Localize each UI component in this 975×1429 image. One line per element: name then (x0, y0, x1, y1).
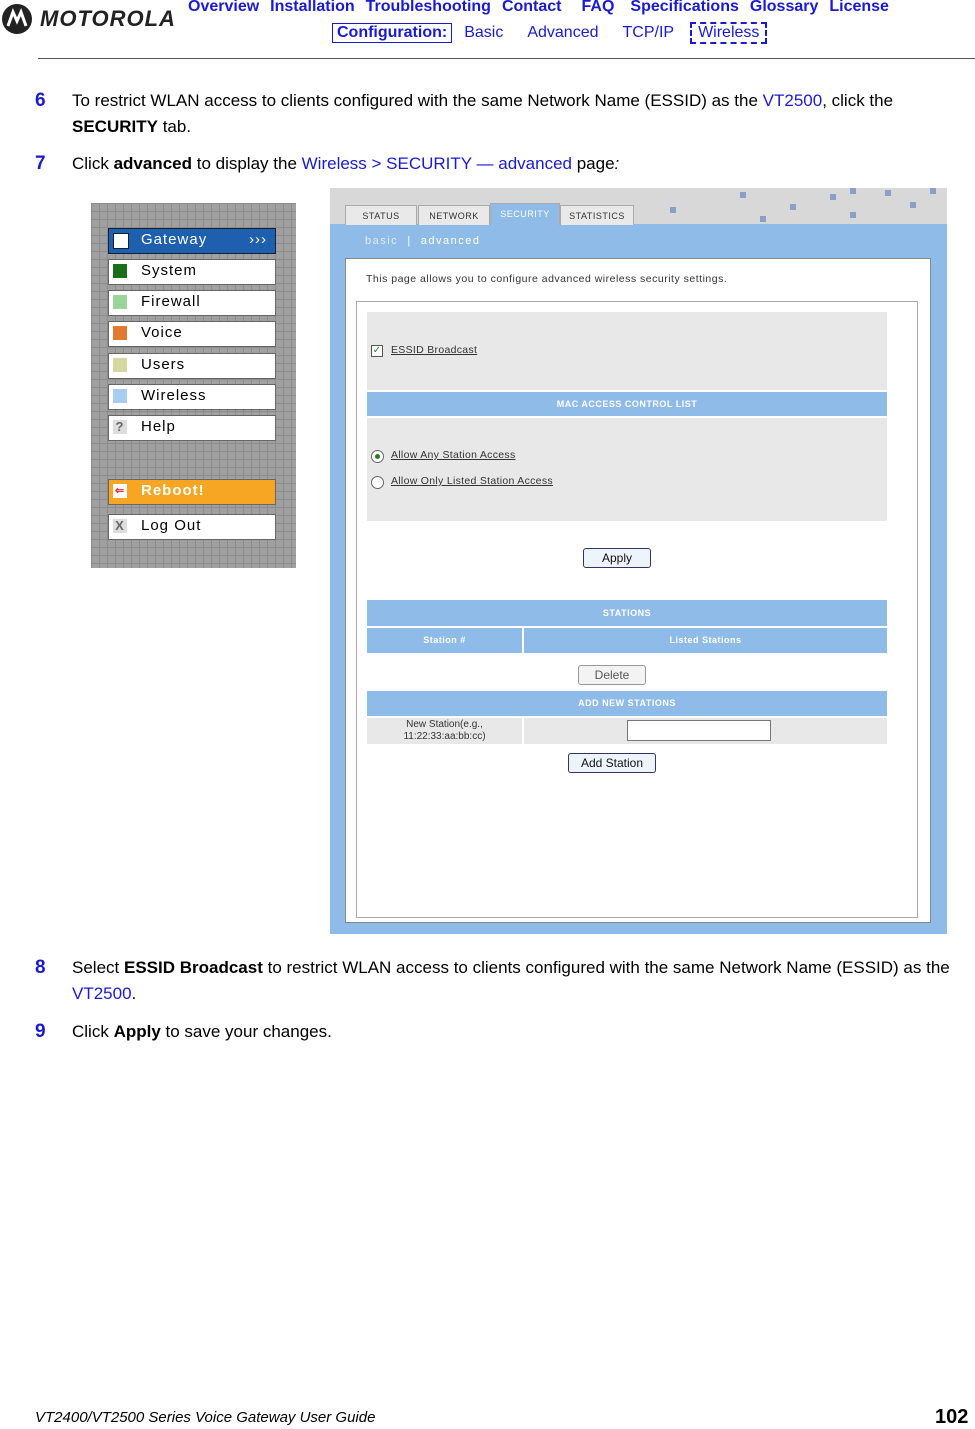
footer-guide-title: VT2400/VT2500 Series Voice Gateway User Guide (35, 1409, 376, 1426)
logout-x-icon: X (113, 519, 127, 533)
settings-box (356, 301, 918, 918)
tab-network[interactable]: NETWORK (418, 205, 490, 225)
essid-broadcast-checkbox[interactable]: ✓ (372, 345, 382, 356)
essid-broadcast-label[interactable]: ESSID Broadcast (391, 344, 478, 356)
step-8-number: 8 (35, 957, 46, 978)
allow-only-label[interactable]: Allow Only Listed Station Access (391, 475, 553, 487)
listed-stations-column: Listed Stations (524, 628, 887, 653)
tab-statistics[interactable]: STATISTICS (560, 205, 634, 225)
nav-tcpip[interactable]: TCP/IP (622, 24, 675, 41)
subtab-bar: basic | advanced (365, 235, 481, 247)
mac-acl-section (367, 418, 887, 521)
subtab-basic[interactable]: basic (365, 235, 399, 247)
leftnav-help[interactable]: ? Help (108, 415, 276, 441)
content-panel (345, 258, 931, 923)
nav-overview[interactable]: Overview (188, 0, 260, 15)
allow-only-radio[interactable] (371, 476, 384, 489)
nav-advanced[interactable]: Advanced (527, 24, 599, 41)
leftnav-reboot[interactable]: ⇐ Reboot! (108, 479, 276, 505)
nav-specifications[interactable]: Specifications (630, 0, 739, 15)
add-station-button[interactable]: Add Station (568, 753, 656, 773)
chevrons-right-icon: ››› (249, 231, 267, 248)
add-stations-header: ADD NEW STATIONS (367, 691, 887, 716)
wireless-security-advanced-link[interactable]: Wireless > SECURITY — advanced (301, 154, 572, 173)
station-number-column: Station # (367, 628, 522, 653)
delete-button[interactable]: Delete (578, 665, 646, 685)
nav-license[interactable]: License (829, 0, 889, 15)
top-nav (188, 0, 900, 16)
leftnav-firewall[interactable]: Firewall (108, 290, 276, 316)
step-6-text: To restrict WLAN access to clients configured with the same Network Name (ESSID) as the VT2500, click the SECURITY tab. (72, 91, 894, 136)
nav-configuration[interactable]: Configuration: (332, 23, 452, 43)
wireless-square-icon (113, 389, 127, 403)
step-7-text: Click advanced to display the Wireless > SECURITY — advanced page: (72, 154, 620, 173)
step-6-number: 6 (35, 90, 46, 111)
vt2500-link[interactable]: VT2500 (762, 91, 823, 110)
new-station-input-cell (524, 718, 887, 744)
leftnav-voice[interactable]: Voice (108, 321, 276, 347)
step-8-text: Select ESSID Broadcast to restrict WLAN access to clients configured with the same Network Name (ESSID) as the VT2500. (72, 958, 950, 1003)
step-9-text: Click Apply to save your changes. (72, 1022, 332, 1041)
subtab-advanced[interactable]: advanced (420, 235, 481, 247)
nav-installation[interactable]: Installation (270, 0, 355, 15)
gateway-left-nav-screenshot (91, 203, 296, 568)
page-number: 102 (935, 1406, 969, 1428)
help-question-icon: ? (113, 420, 127, 434)
leftnav-users[interactable]: Users (108, 353, 276, 379)
firewall-square-icon (113, 295, 127, 309)
leftnav-wireless[interactable]: Wireless (108, 384, 276, 410)
stations-header: STATIONS (367, 600, 887, 626)
gateway-square-icon (113, 233, 129, 249)
motorola-batwing-icon (2, 4, 32, 34)
nav-faq[interactable]: FAQ (581, 0, 615, 15)
leftnav-logout[interactable]: X Log Out (108, 514, 276, 540)
header-rule (38, 58, 975, 59)
voice-square-icon (113, 326, 127, 340)
nav-glossary[interactable]: Glossary (749, 0, 819, 15)
nav-troubleshooting[interactable]: Troubleshooting (365, 0, 491, 15)
new-station-input[interactable] (627, 720, 771, 741)
security-advanced-screenshot (330, 188, 947, 934)
vt2500-link-2[interactable]: VT2500 (72, 984, 132, 1003)
allow-any-radio[interactable] (371, 450, 384, 463)
motorola-logo (0, 0, 180, 44)
new-station-label: New Station(e.g., 11:22:33:aa:bb:cc) (367, 718, 522, 744)
nav-basic[interactable]: Basic (464, 24, 504, 41)
reboot-arrow-icon: ⇐ (114, 485, 126, 497)
brand-name: MOTOROLA (40, 6, 176, 31)
nav-contact[interactable]: Contact (501, 0, 562, 15)
step-7-number: 7 (35, 153, 46, 174)
leftnav-gateway[interactable]: Gateway ››› (108, 228, 276, 254)
nav-wireless[interactable]: Wireless (690, 22, 767, 44)
allow-any-label[interactable]: Allow Any Station Access (391, 449, 516, 461)
leftnav-system[interactable]: System (108, 259, 276, 285)
essid-section (367, 312, 887, 390)
step-9-number: 9 (35, 1021, 46, 1042)
tab-bar (330, 188, 947, 224)
tab-status[interactable]: STATUS (345, 205, 417, 225)
tab-security[interactable]: SECURITY (490, 203, 560, 225)
mac-acl-header: MAC ACCESS CONTROL LIST (367, 392, 887, 416)
users-square-icon (113, 358, 127, 372)
apply-button[interactable]: Apply (583, 548, 651, 568)
sub-nav (332, 22, 791, 44)
page-intro: This page allows you to configure advanced wireless security settings. (366, 273, 728, 285)
system-square-icon (113, 264, 127, 278)
